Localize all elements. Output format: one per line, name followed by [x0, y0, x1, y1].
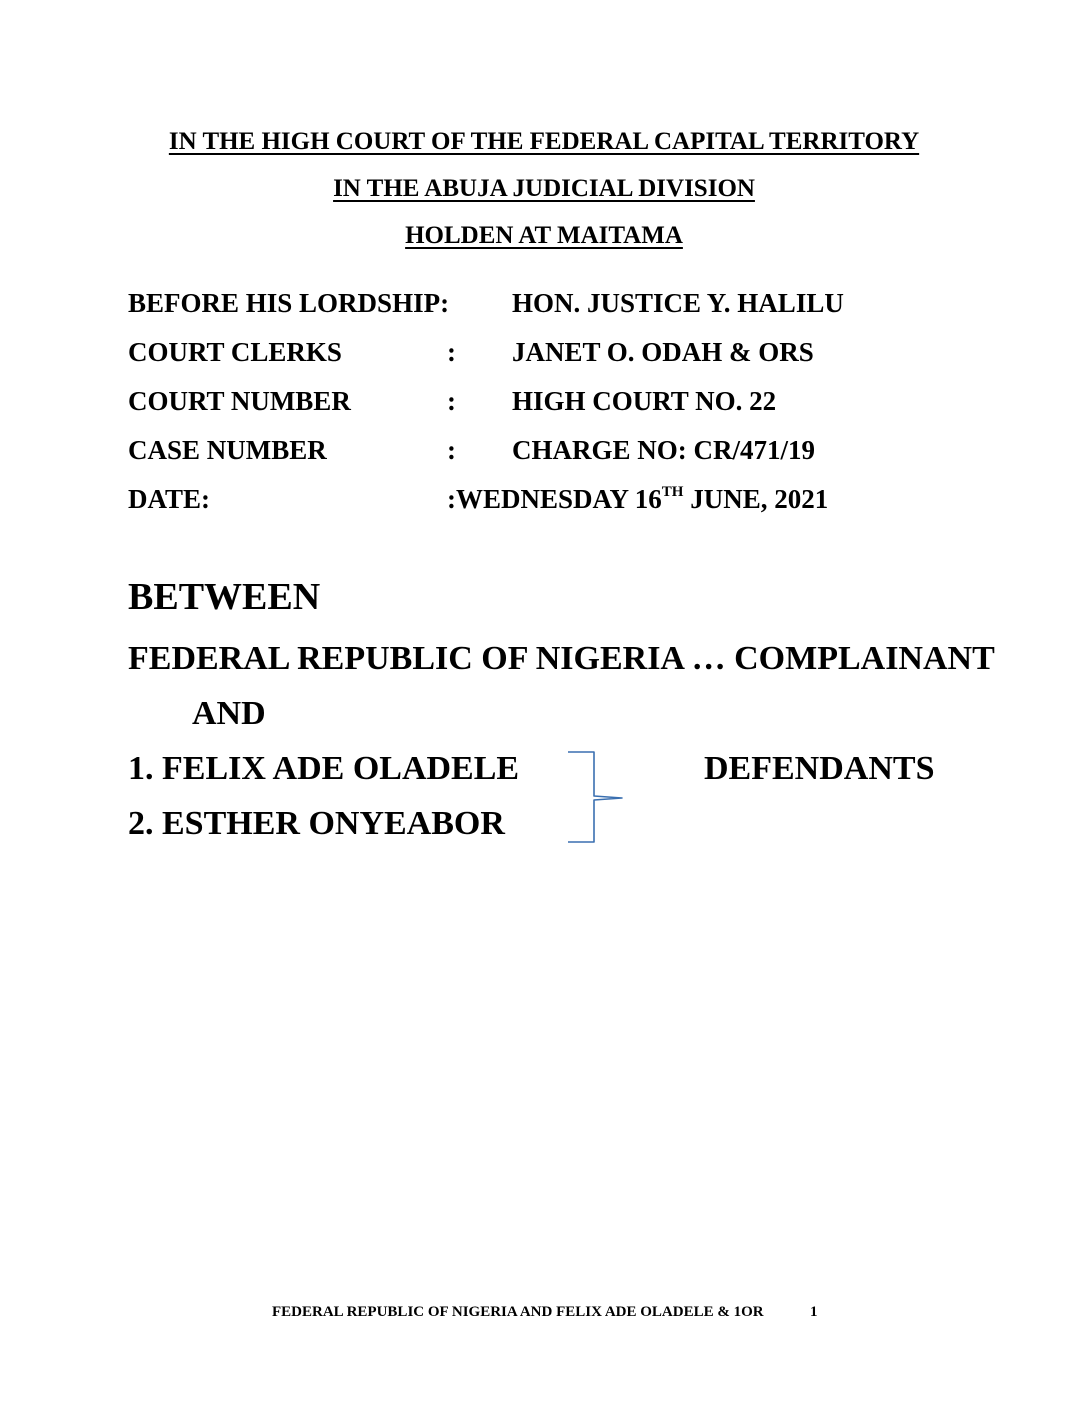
date-month-year: JUNE, 2021 [683, 484, 829, 514]
defendant-2: 2. ESTHER ONYEABOR [128, 805, 505, 842]
defendant-1: 1. FELIX ADE OLADELE [128, 750, 520, 787]
detail-value-date [447, 484, 828, 515]
court-title: IN THE HIGH COURT OF THE FEDERAL CAPITAL TERRITORY [168, 128, 920, 155]
detail-label-date: DATE: [128, 484, 211, 514]
defendants-label: DEFENDANTS [704, 750, 935, 787]
footer-text: FEDERAL REPUBLIC OF NIGERIA AND FELIX ADE OLADELE & 1OR [272, 1304, 764, 1320]
between-heading: BETWEEN [128, 576, 321, 618]
detail-sep-case-number: : [447, 435, 456, 465]
court-location: HOLDEN AT MAITAMA [405, 222, 683, 249]
brace-icon [560, 748, 630, 848]
detail-label-clerks: COURT CLERKS [128, 337, 342, 367]
detail-value-court-number: HIGH COURT NO. 22 [512, 386, 777, 416]
detail-value-clerks: JANET O. ODAH & ORS [512, 337, 814, 367]
detail-sep-court-number: : [447, 386, 456, 416]
detail-label-case-number: CASE NUMBER [128, 435, 327, 465]
date-ordinal: TH [661, 484, 684, 500]
detail-value-lordship: HON. JUSTICE Y. HALILU [512, 288, 844, 318]
detail-label-lordship: BEFORE HIS LORDSHIP: [128, 288, 450, 318]
detail-sep-clerks: : [447, 337, 456, 367]
and-text: AND [192, 695, 266, 732]
judicial-division: IN THE ABUJA JUDICIAL DIVISION [333, 175, 755, 202]
date-day: :WEDNESDAY 16 [447, 484, 662, 514]
detail-value-case-number: CHARGE NO: CR/471/19 [512, 435, 815, 465]
page-number: 1 [810, 1304, 818, 1320]
detail-label-court-number: COURT NUMBER [128, 386, 351, 416]
complainant: FEDERAL REPUBLIC OF NIGERIA … COMPLAINANT [128, 640, 995, 677]
